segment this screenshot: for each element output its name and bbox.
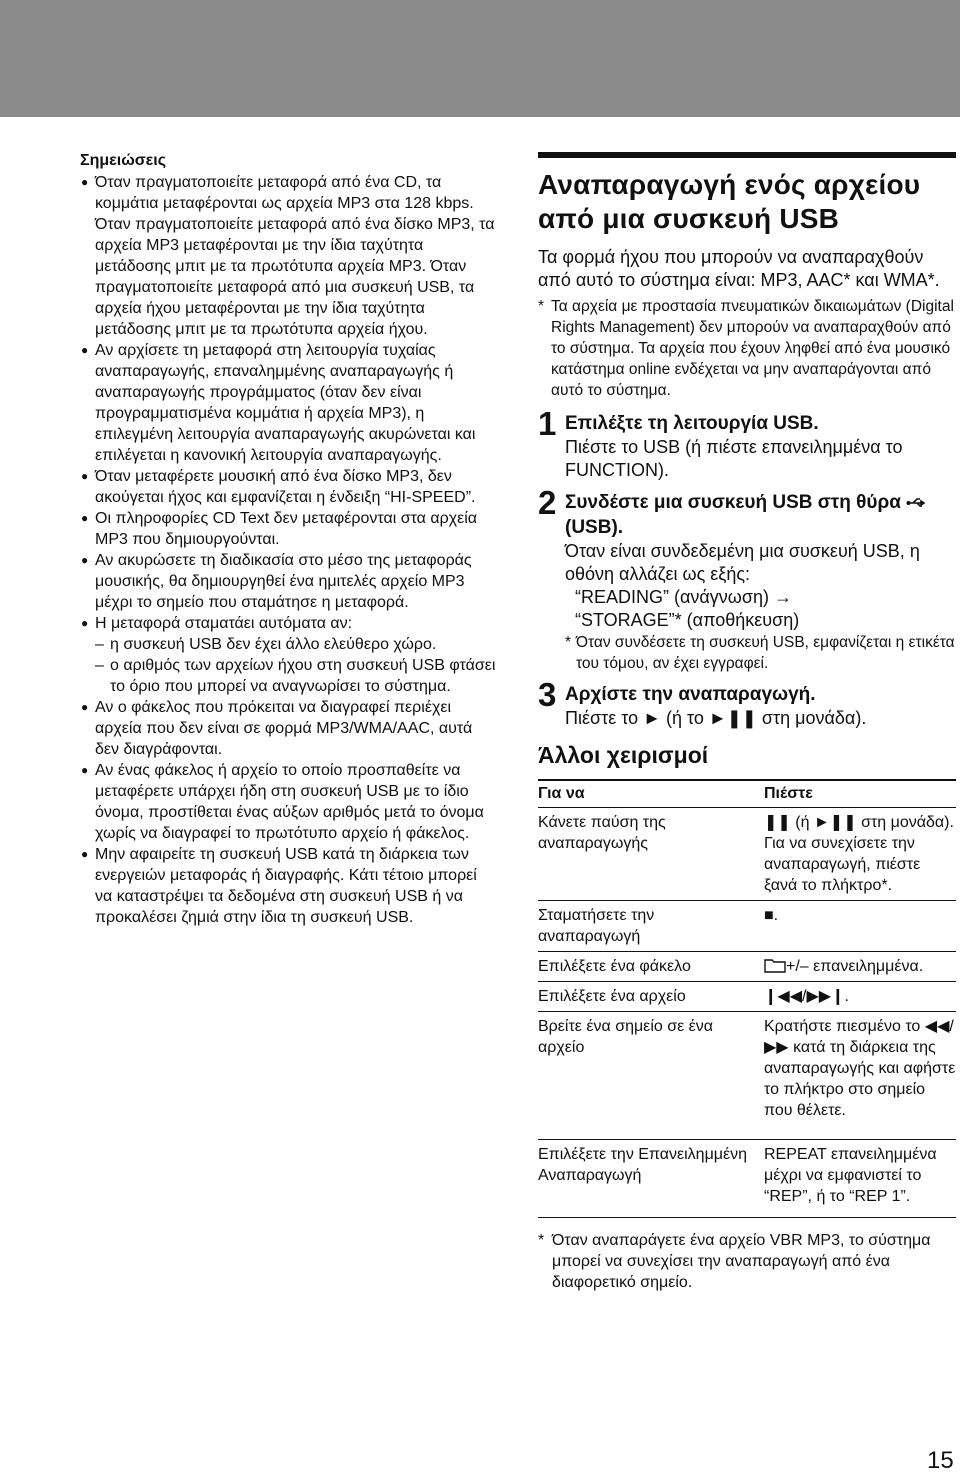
usb-port-icon	[906, 496, 928, 510]
notes-title: Σημειώσεις	[80, 152, 167, 169]
play-icon: ►	[643, 708, 661, 728]
drm-note: * Τα αρχεία με προστασία πνευματικών δικαιωμάτων (Digital Rights Management) δεν μπορούν να αναπαραχθούν από το σύστημα. Τα αρχεία που έχουν ληφθεί από ένα μουσικό κατάστημα online ενδέχεται να μην αναπαράγονται από αυτό το σύστημα.	[538, 298, 954, 399]
usb-playback-section	[538, 152, 958, 1293]
step-body: Πιέστε το USB (ή πιέστε επανειλημμένα το FUNCTION).	[565, 437, 903, 480]
table-row: Σταματήσετε την αναπαραγωγή ■.	[538, 901, 956, 952]
step-2-note: * Όταν συνδέσετε τη συσκευή USB, εμφανίζεται η ετικέτα του τόμου, αν έχει εγγραφεί.	[565, 634, 955, 672]
step-2: 2 Συνδέστε μια συσκευή USB στη θύρα (USB). Όταν είναι συνδεδεμένη μια συσκευή USB, η οθόνη αλλάζει ως εξής: “READING” (ανάγνωση) → “STORAGE”* (αποθήκευση) * Όταν συνδέσετε τη συσκευή USB, εμφανίζεται η ετικέτα του τόμου, αν έχει εγγραφεί.	[538, 490, 958, 674]
table-row: Επιλέξετε ένα φάκελο +/– επανειλημμένα.	[538, 952, 956, 982]
page-number: 15	[927, 1447, 954, 1474]
note-item: ● Η μεταφορά σταματάει αυτόματα αν:	[81, 615, 353, 632]
footnote: * Όταν αναπαράγετε ένα αρχείο VBR MP3, το σύστημα μπορεί να συνεχίσει την αναπαραγωγή από ένα διαφορετικό σημείο.	[538, 1232, 931, 1291]
note-item: ● Όταν πραγματοποιείτε μεταφορά από ένα CD, τα κομμάτια μεταφέρονται ως αρχεία MP3 στα 128 kbps. Όταν πραγματοποιείτε μεταφορά από ένα δίσκο MP3, τα αρχεία MP3 μεταφέρονται με την ίδια ταχύτητα μετάδοσης μπιτ με τα πρωτότυπα αρχεία MP3. Όταν πραγματοποιείτε μεταφορά από μια συσκευή USB, τα αρχεία ήχου μεταφέρονται με την ίδια ταχύτητα μετάδοσης μπιτ με τα πρωτότυπα αρχεία ήχου.	[81, 174, 495, 338]
operations-table	[538, 779, 956, 1218]
folder-icon	[764, 957, 786, 973]
note-item: ● Αν ακυρώσετε τη διαδικασία στο μέσο της μεταφοράς μουσικής, θα δημιουργηθεί ένα ημιτελές αρχείο MP3 μέχρι το σημείο που σταμάτησε η μεταφορά.	[81, 552, 472, 611]
note-item: ● Αν ένας φάκελος ή αρχείο το οποίο προσπαθείτε να μεταφέρετε υπάρχει ήδη στη συσκευή USB με το ίδιο όνομα, προστίθεται ένας αύξων αριθμός μετά το όνομα χωρίς να διαγραφεί το πρωτότυπο αρχείο ή φάκελος.	[81, 762, 484, 842]
step-number: 1	[538, 405, 557, 442]
section-title: Αναπαραγωγή ενός αρχείου από μια συσκευή USB	[538, 169, 921, 234]
note-item: ● Αν αρχίσετε τη μεταφορά στη λειτουργία τυχαίας αναπαραγωγής, επαναλημμένης αναπαραγωγής ή αναπαραγωγής προγράμματος (όταν δεν είναι προγραμματισμένα κομμάτια ή αρχεία MP3), η επιλεγμένη λειτουργία αναπαραγωγής ακυρώνεται και επιλέγεται η κανονική λειτουργία αναπαραγωγής.	[81, 342, 476, 464]
section-rule	[538, 152, 956, 158]
table-row: Επιλέξετε ένα αρχείο ❙◀◀/▶▶❙.	[538, 982, 956, 1012]
table-row: Επιλέξετε την Επανειλημμένη Αναπαραγωγή REPEAT επανειλημμένα μέχρι να εμφανιστεί το “REP”, ή το “REP 1”.	[538, 1140, 956, 1218]
previous-track-icon: ❙◀◀	[764, 988, 803, 1005]
table-row: Βρείτε ένα σημείο σε ένα αρχείο Κρατήστε πιεσμένο το ◀◀/▶▶ κατά τη διάρκεια της αναπαραγωγής και αφήστε το πλήκτρο στο σημείο που θέλετε.	[538, 1012, 956, 1140]
header-band	[0, 0, 960, 117]
other-operations-title: Άλλοι χειρισμοί	[538, 742, 709, 768]
note-dash-item: – ο αριθμός των αρχείων ήχου στη συσκευή USB φτάσει το όριο που μπορεί να αναγνωρίσει το σύστημα.	[95, 657, 496, 695]
table-header: Για να Πιέστε	[538, 779, 956, 808]
fast-forward-icon: ▶▶	[764, 1039, 789, 1056]
table-row: Κάνετε παύση της αναπαραγωγής ❚❚ (ή ►❚❚ στη μονάδα). Για να συνεχίσετε την αναπαραγωγή, πιέστε ξανά το πλήκτρο*.	[538, 808, 956, 901]
step-number: 2	[538, 484, 557, 521]
step-title: Συνδέστε μια συσκευή USB στη θύρα (USB).	[565, 490, 958, 540]
step-title: Επιλέξτε τη λειτουργία USB.	[565, 413, 819, 434]
note-item: ● Αν ο φάκελος που πρόκειται να διαγραφεί περιέχει αρχεία που δεν είναι σε φορμά MP3/WMA/AAC, αυτά δεν διαγράφονται.	[81, 699, 473, 758]
note-dash-item: – η συσκευή USB δεν έχει άλλο ελεύθερο χώρο.	[95, 636, 437, 653]
notes-column	[80, 150, 498, 928]
step-3: 3 Αρχίστε την αναπαραγωγή. Πιέστε το ► (ή το ►❚❚ στη μονάδα).	[538, 682, 958, 730]
next-track-icon: ▶▶❙	[806, 988, 845, 1005]
intro-text: Τα φορμά ήχου που μπορούν να αναπαραχθούν από αυτό το σύστημα είναι: MP3, AAC* και WMA*.	[538, 247, 940, 290]
arrow-right-icon: →	[774, 587, 792, 607]
step-title: Αρχίστε την αναπαραγωγή.	[565, 684, 816, 705]
step-number: 3	[538, 676, 557, 713]
note-item: ● Μην αφαιρείτε τη συσκευή USB κατά τη διάρκεια των ενεργειών μεταφοράς ή διαγραφής. Κάτι τέτοιο μπορεί να καταστρέψει τα δεδομένα στη συσκευή USB ή να προκαλέσει ζημιά στην ίδια τη συσκευή USB.	[81, 846, 477, 926]
pause-icon: ❚❚	[764, 814, 791, 831]
note-item: ● Οι πληροφορίες CD Text δεν μεταφέρονται στα αρχεία MP3 που δημιουργούνται.	[81, 510, 478, 548]
step-1	[538, 405, 958, 482]
note-item: ● Όταν μεταφέρετε μουσική από ένα δίσκο MP3, δεν ακούγεται ήχος και εμφανίζεται η ένδειξη “HI-SPEED”.	[81, 468, 476, 506]
play-pause-icon: ►❚❚	[708, 708, 757, 728]
play-pause-icon: ►❚❚	[813, 814, 857, 831]
stop-icon: ■	[764, 907, 774, 924]
rewind-icon: ◀◀	[924, 1018, 950, 1035]
